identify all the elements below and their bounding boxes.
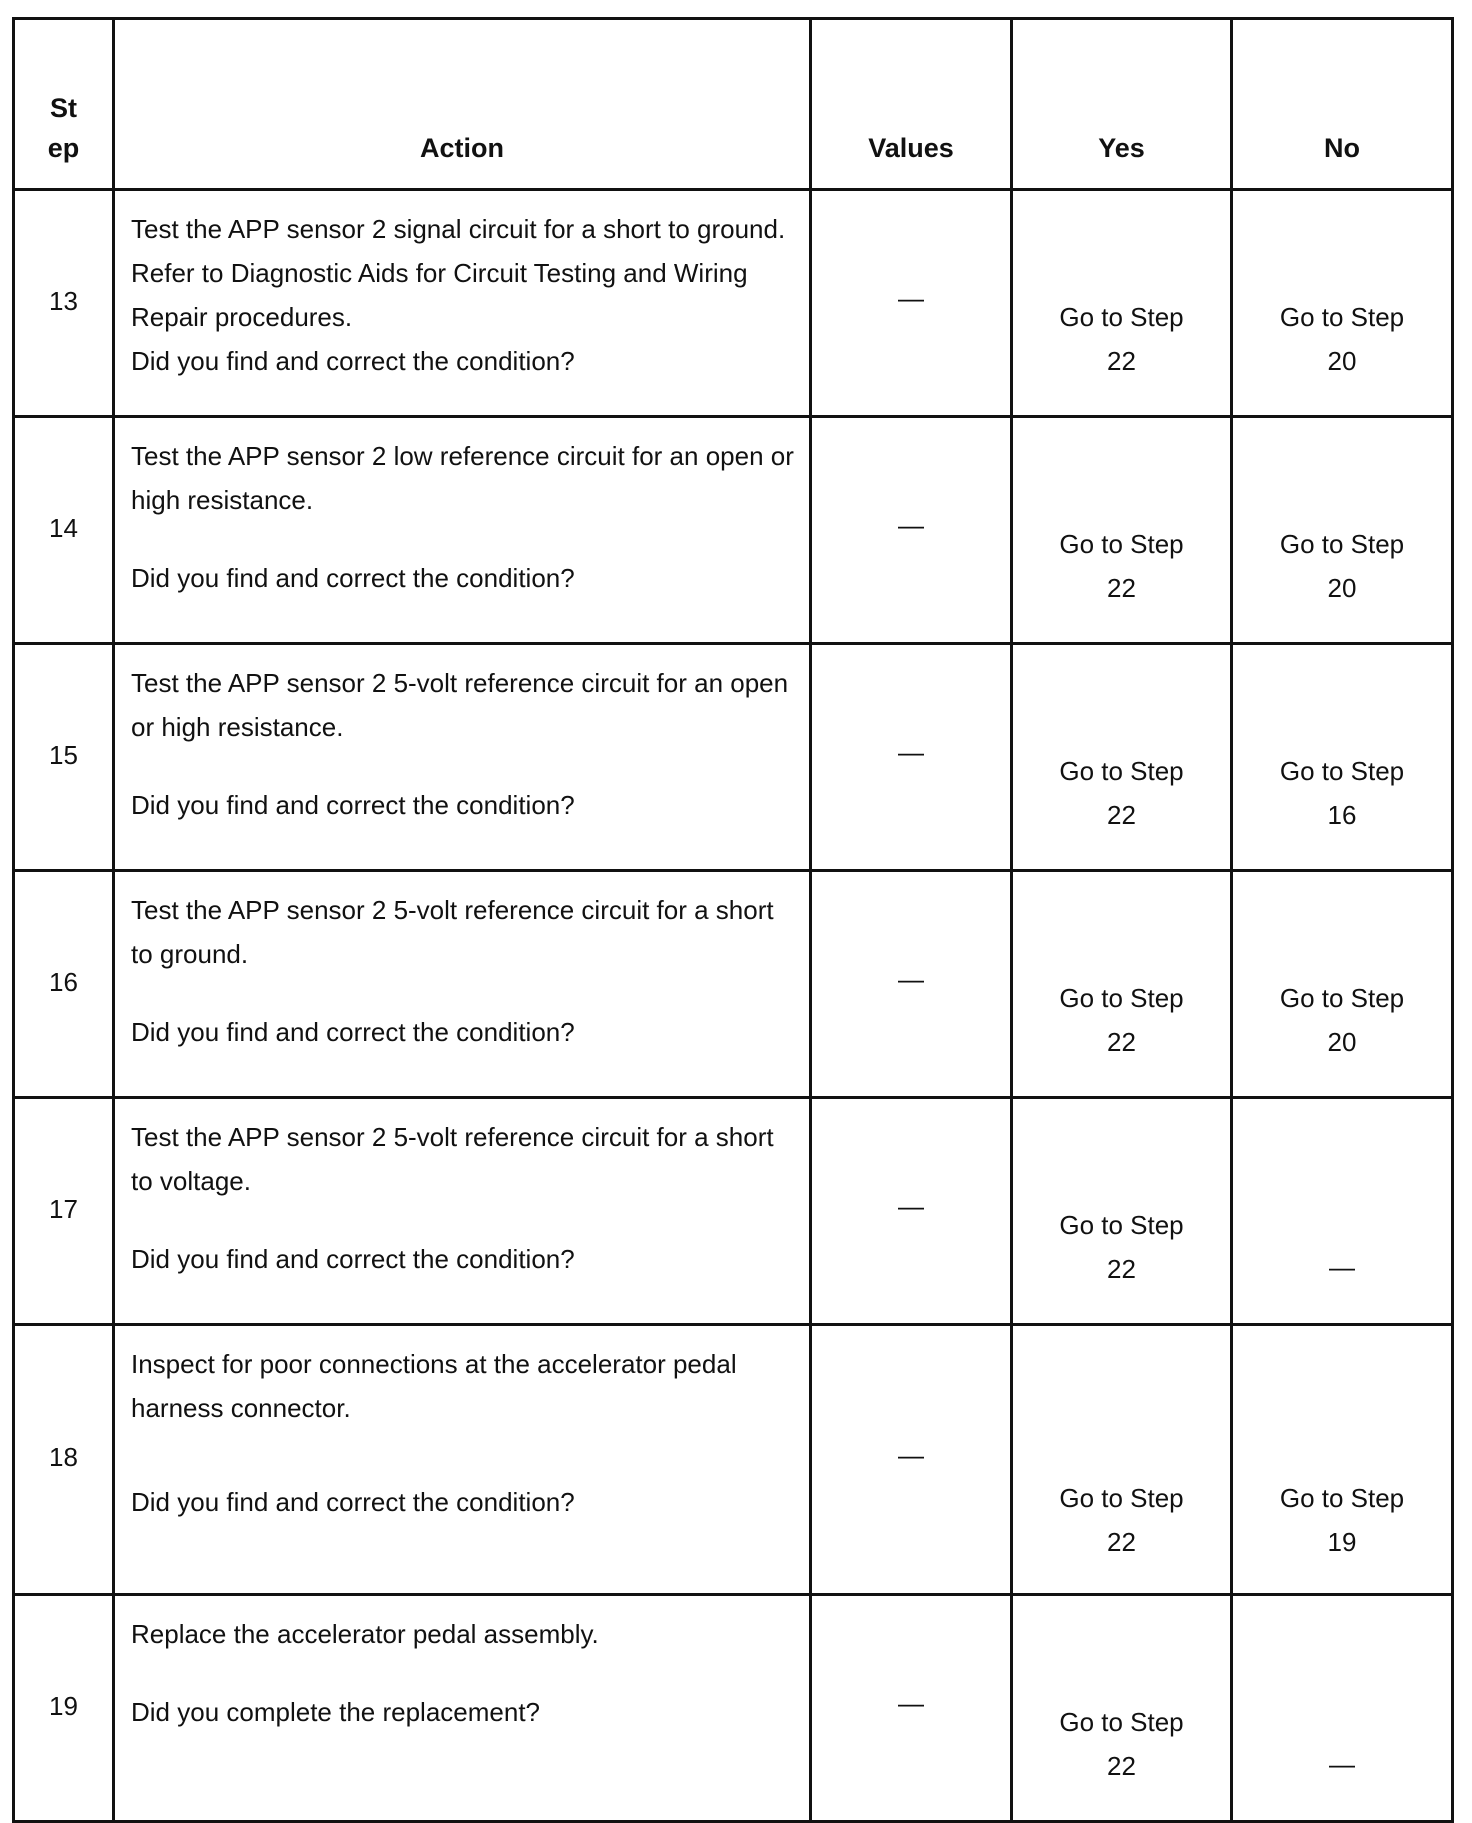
step-number: 15 [49,740,78,770]
table-row [14,417,1453,644]
no-cell [1232,871,1453,1098]
no-text: Go to Step 19 [1279,1483,1405,1557]
action-question: Did you find and correct the condition? [131,1017,575,1047]
action-text: Test the APP sensor 2 5-volt reference circuit for a short to voltage. [131,1122,774,1196]
step-number-cell [14,644,114,871]
step-number: 16 [49,967,78,997]
step-number: 14 [49,513,78,543]
values-text: — [898,1440,924,1470]
yes-text: Go to Step 22 [1059,529,1184,603]
table-row [14,1325,1453,1595]
values-cell [811,644,1012,871]
no-text: — [1329,1749,1355,1779]
values-text: — [898,1191,924,1221]
values-text: — [898,1688,924,1718]
yes-cell [1012,644,1232,871]
action-question: Did you find and correct the condition? [131,346,575,376]
yes-cell [1012,871,1232,1098]
action-cell [114,644,811,871]
no-cell [1232,190,1453,417]
yes-text: Go to Step 22 [1059,1210,1184,1284]
header-yes: Yes [1012,19,1232,190]
step-number-cell [14,1595,114,1822]
action-cell [114,1595,811,1822]
step-number: 17 [49,1194,78,1224]
diagnostic-steps-table [12,17,1454,1823]
no-text: Go to Step 16 [1279,756,1405,830]
table-row [14,871,1453,1098]
no-text: Go to Step 20 [1279,529,1405,603]
step-number-cell [14,1325,114,1595]
step-number: 13 [49,286,78,316]
no-cell [1232,417,1453,644]
action-cell [114,1325,811,1595]
no-cell [1232,1325,1453,1595]
yes-text: Go to Step 22 [1059,1483,1184,1557]
yes-text: Go to Step 22 [1059,756,1184,830]
values-cell [811,1595,1012,1822]
action-question: Did you find and correct the condition? [131,1244,575,1274]
action-question: Did you find and correct the condition? [131,563,575,593]
no-text: Go to Step 20 [1279,983,1405,1057]
step-number: 19 [49,1691,78,1721]
action-text: Test the APP sensor 2 low reference circuit for an open or high resistance. [131,441,794,515]
values-cell [811,871,1012,1098]
header-action: Action [114,19,811,190]
no-text: — [1329,1252,1355,1282]
action-text: Test the APP sensor 2 signal circuit for a short to ground. Refer to Diagnostic Aids for Circuit Testing and Wiring Repair procedures. [131,214,786,332]
table-row [14,644,1453,871]
action-text: Test the APP sensor 2 5-volt reference circuit for a short to ground. [131,895,774,969]
values-cell [811,1325,1012,1595]
no-text: Go to Step 20 [1279,302,1405,376]
values-cell [811,190,1012,417]
action-question: Did you find and correct the condition? [131,790,575,820]
yes-cell [1012,417,1232,644]
step-number-cell [14,417,114,644]
table-row [14,1098,1453,1325]
table-row [14,190,1453,417]
action-cell [114,1098,811,1325]
action-text: Replace the accelerator pedal assembly. [131,1619,599,1649]
yes-cell [1012,1098,1232,1325]
step-number-cell [14,1098,114,1325]
action-text: Test the APP sensor 2 5-volt reference circuit for an open or high resistance. [131,668,789,742]
no-cell [1232,644,1453,871]
no-cell [1232,1098,1453,1325]
no-cell [1232,1595,1453,1822]
action-question: Did you complete the replacement? [131,1697,541,1727]
action-cell [114,417,811,644]
header-step: St ep [14,19,114,190]
values-text: — [898,283,924,313]
values-cell [811,1098,1012,1325]
step-number-cell [14,871,114,1098]
values-text: — [898,964,924,994]
yes-cell [1012,1595,1232,1822]
step-number: 18 [49,1442,78,1472]
values-text: — [898,510,924,540]
yes-text: Go to Step 22 [1059,302,1184,376]
yes-cell [1012,190,1232,417]
header-values: Values [811,19,1012,190]
header-row [14,19,1453,190]
action-question: Did you find and correct the condition? [131,1487,575,1517]
yes-cell [1012,1325,1232,1595]
header-no: No [1232,19,1453,190]
values-cell [811,417,1012,644]
action-text: Inspect for poor connections at the accelerator pedal harness connector. [131,1349,737,1423]
step-number-cell [14,190,114,417]
yes-text: Go to Step 22 [1059,983,1184,1057]
yes-text: Go to Step 22 [1059,1707,1184,1781]
action-cell [114,871,811,1098]
table-row [14,1595,1453,1822]
values-text: — [898,737,924,767]
action-cell [114,190,811,417]
